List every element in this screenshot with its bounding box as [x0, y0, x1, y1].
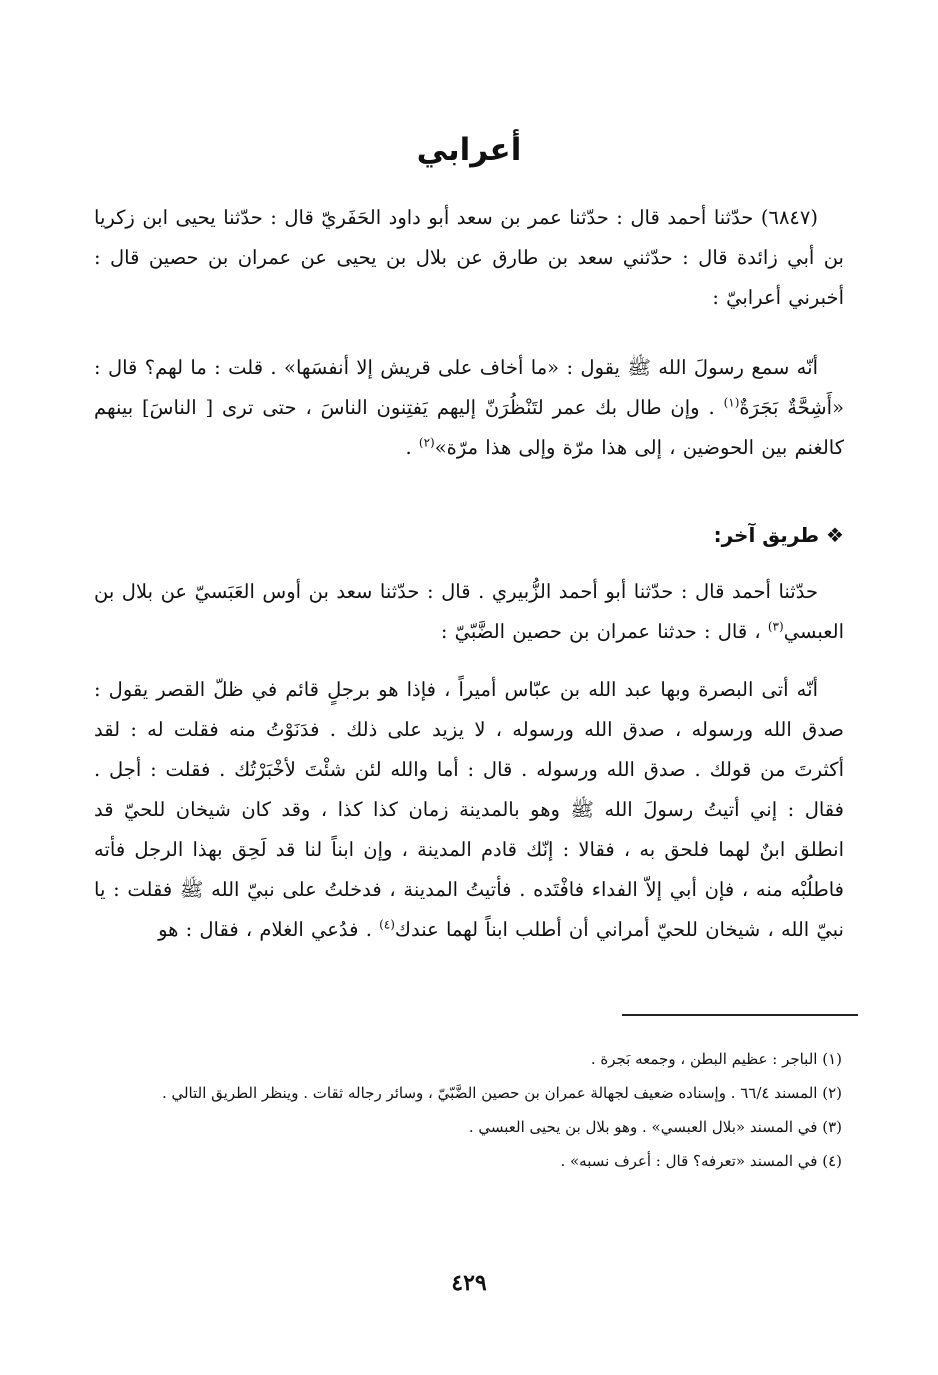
- hadith-matn-part1: أنّه سمع رسولَ الله ﷺ يقول : «ما أخاف على قريش إلا أنفسَها» . قلت : ما لهم؟ قال : «أَشِحَّةٌ بَجَرَةٌ: [94, 356, 844, 419]
- footnotes-section: [84, 1042, 850, 1178]
- second-route-matn-part1: أنّه أتى البصرة وبها عبد الله بن عبّاس أميراً ، فإذا هو برجلٍ قائم في ظلّ القصر يقول : صدق الله ورسوله ، صدق الله ورسوله ، لا يزيد على ذلك . فدَنَوْتُ منه فقلت له : لقد أكثرتَ من قولك . صدق الله ورسوله . قال : أما والله لئن شئْتَ لأخْبَرْتُك . فقلت : أجل . فقال : إني أتيتُ رسولَ الله ﷺ وهو بالمدينة زمان كذا كذا ، وقد كان شيخان للحيّ قد انطلق ابنٌ لهما فلحق به ، فقالا : إنّك قادم المدينة ، وإن ابناً لنا قد لَحِق بهذا الرجل فأته فاطلُبْه منه ، فإن أبي إلاّ الفداء فافْتَده . فأتيتُ المدينة ، فدخلتُ على نبيّ الله ﷺ فقلت : يا نبيّ الله ، شيخان للحيّ أمراني أن أطلب ابناً لهما عندك: [94, 678, 844, 941]
- second-route-matn-paragraph: [94, 670, 844, 950]
- second-route-isnad-paragraph: [94, 572, 844, 652]
- hadith-matn-part3: .: [405, 436, 419, 459]
- page-number: ٤٢٩: [451, 1270, 487, 1296]
- second-route-matn-part2: . فدُعي الغلام ، فقال : هو: [158, 918, 380, 941]
- hadith-isnad-text: (٦٨٤٧) حدّثنا أحمد قال : حدّثنا عمر بن سعد أبو داود الحَفَريّ قال : حدّثنا يحيى ابن زكريا بن أبي زائدة قال : حدّثني سعد بن طارق عن بلال بن يحيى عن عمران بن حصين قال : أخبرني أعرابيّ :: [94, 206, 844, 309]
- footnote-ref-3: (٣): [767, 619, 784, 634]
- footnote-ref-4: (٤): [379, 917, 395, 932]
- hadith-matn-text: [94, 348, 844, 468]
- hadith-isnad-paragraph: [94, 198, 844, 318]
- page-title: أعرابي: [416, 132, 522, 168]
- second-route-matn-text: [94, 670, 844, 950]
- footnote-2: (٢) المسند ٦٦/٤ . وإسناده ضعيف لجهالة عمران بن حصين الضَّبّيّ ، وسائر رجاله ثقات . وينظر الطريق التالي .: [161, 1084, 842, 1102]
- footnote-divider: [622, 1014, 858, 1016]
- section-subheading: ❖ طريق آخر:: [713, 523, 844, 547]
- second-route-isnad-part2: ، قال : حدثنا عمران بن حصين الضَّبّيّ :: [440, 620, 768, 643]
- footnote-1: (١) الباجر : عظيم البطن ، وجمعه بَجرة .: [590, 1050, 842, 1068]
- hadith-matn-paragraph: [94, 348, 844, 468]
- second-route-isnad-part1: حدّثنا أحمد قال : حدّثنا أبو أحمد الزُّبيري . قال : حدّثنا سعد بن أوس العَبَسيّ عن بلال بن العبسي: [94, 580, 844, 643]
- footnote-3: (٣) في المسند «بلال العبسي» . وهو بلال بن يحيى العبسي .: [468, 1118, 842, 1136]
- footnote-ref-1: (١): [723, 395, 740, 410]
- footnote-ref-2: (٢): [418, 435, 435, 450]
- second-route-isnad-text: [94, 572, 844, 652]
- hadith-matn-part2: . وإن طال بك عمر لتَنْظُرَنّ إليهم يَفتِنون الناسَ ، حتى ترى [ الناسَ] بينهم كالغنم بين الحوضين ، إلى هذا مرّة وإلى هذا مرّة»: [94, 396, 844, 459]
- footnote-4: (٤) في المسند «تعرفه؟ قال : أعرف نسبه» .: [560, 1152, 842, 1170]
